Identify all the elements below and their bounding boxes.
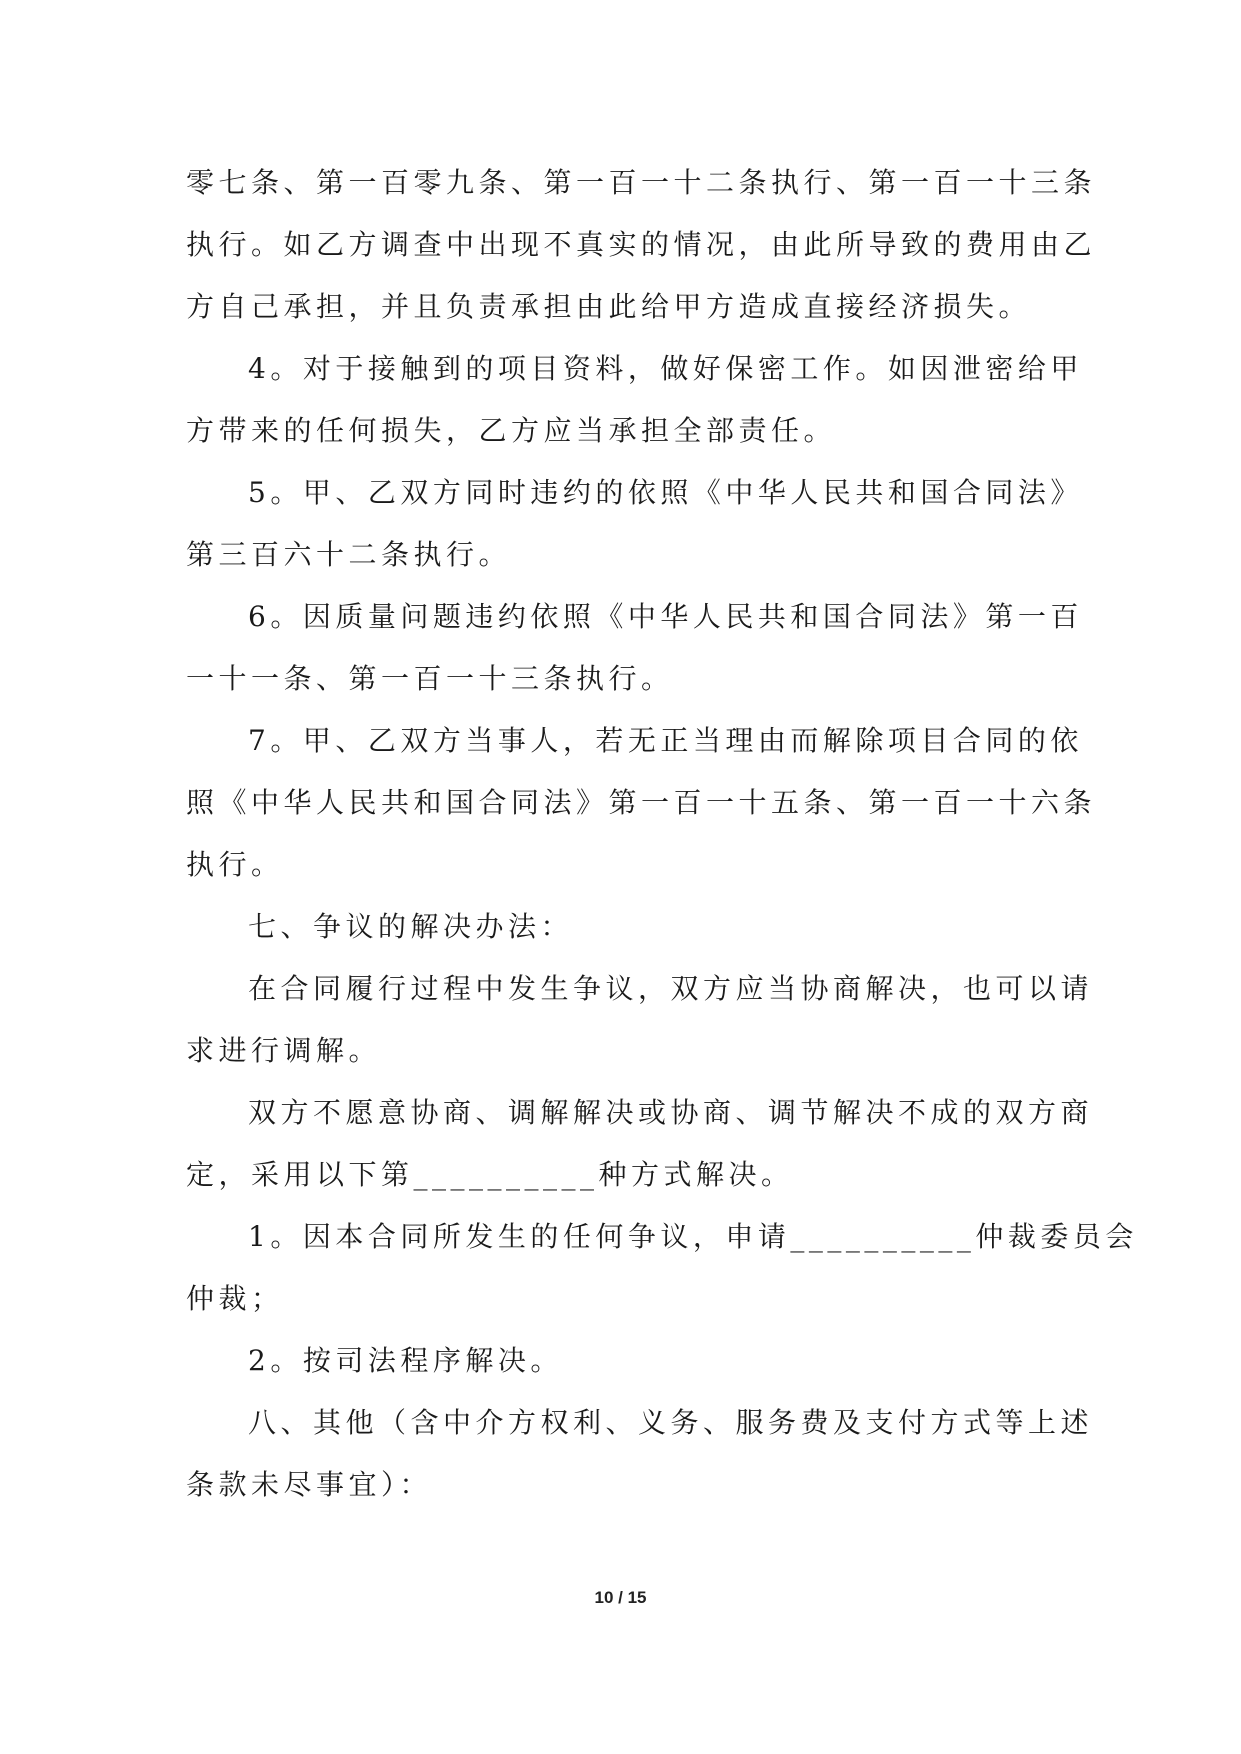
text-line: 第三百六十二条执行。	[186, 538, 512, 571]
text-line: 双方不愿意协商、调解解决或协商、调节解决不成的双方商	[248, 1096, 1094, 1129]
text-line: 定，采用以下第__________种方式解决。	[186, 1158, 794, 1191]
text-line: 执行。如乙方调查中出现不真实的情况，由此所导致的费用由乙	[186, 228, 1097, 261]
text-line: 2。按司法程序解决。	[248, 1344, 563, 1377]
section-heading: 八、其他（含中介方权利、义务、服务费及支付方式等上述	[248, 1406, 1094, 1439]
text-line: 7。甲、乙双方当事人，若无正当理由而解除项目合同的依	[248, 724, 1083, 757]
text-line: 6。因质量问题违约依照《中华人民共和国合同法》第一百	[248, 600, 1083, 633]
text-line: 仲裁；	[186, 1282, 284, 1315]
page-number: 10 / 15	[594, 1588, 647, 1607]
section-heading: 七、争议的解决办法：	[248, 910, 574, 943]
text-line: 求进行调解。	[186, 1034, 382, 1067]
text-line: 方自己承担，并且负责承担由此给甲方造成直接经济损失。	[186, 290, 1032, 323]
text-line: 一十一条、第一百一十三条执行。	[186, 662, 674, 695]
text-line: 方带来的任何损失，乙方应当承担全部责任。	[186, 414, 837, 447]
text-line: 执行。	[186, 848, 284, 881]
text-line: 零七条、第一百零九条、第一百一十二条执行、第一百一十三条	[186, 166, 1097, 199]
text-line: 条款未尽事宜）：	[186, 1468, 433, 1501]
text-line: 1。因本合同所发生的任何争议，申请__________仲裁委员会	[248, 1220, 1138, 1253]
document-body	[186, 152, 1138, 1516]
text-line: 在合同履行过程中发生争议，双方应当协商解决，也可以请	[248, 972, 1094, 1005]
text-line: 照《中华人民共和国合同法》第一百一十五条、第一百一十六条	[186, 786, 1097, 819]
text-line: 5。甲、乙双方同时违约的依照《中华人民共和国合同法》	[248, 476, 1083, 509]
text-line: 4。对于接触到的项目资料，做好保密工作。如因泄密给甲	[248, 352, 1083, 385]
